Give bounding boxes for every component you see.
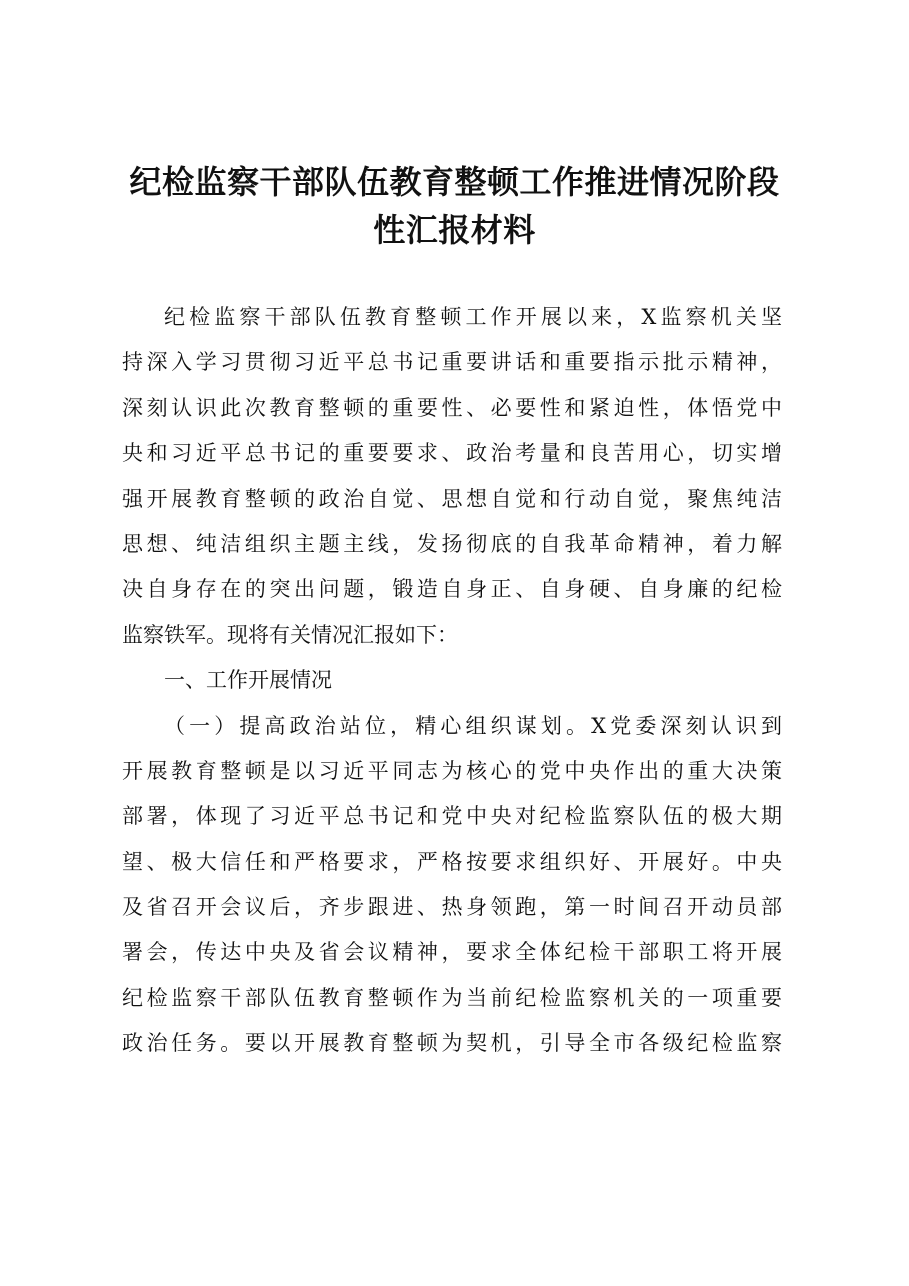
paragraph-line: 持深入学习贯彻习近平总书记重要讲话和重要指示批示精神， [122,350,782,375]
section-heading-text: 一、工作开展情况 [164,668,332,693]
title-line-1: 纪检监察干部队伍教育整顿工作推进情况阶段 [129,163,780,201]
paragraph-line: 部署，体现了习近平总书记和党中央对纪检监察队伍的极大期 [122,804,782,829]
paragraph-line: 政治任务。要以开展教育整顿为契机，引导全市各级纪检监察 [122,1031,782,1056]
paragraph-line: 强开展教育整顿的政治自觉、思想自觉和行动自觉，聚焦纯洁 [122,486,782,511]
paragraph-line: 纪检监察干部队伍教育整顿工作开展以来，X监察机关坚 [164,305,782,329]
paragraph-line: 决自身存在的突出问题，锻造自身正、自身硬、自身廉的纪检 [122,577,782,602]
title-line-2: 性汇报材料 [373,211,536,249]
subsection-paragraph [122,704,782,1067]
paragraph-line: 央和习近平总书记的重要要求、政治考量和良苦用心，切实增 [122,441,782,466]
section-heading [122,658,782,703]
paragraph-line: 望、极大信任和严格要求，严格按要求组织好、开展好。中央 [122,849,782,874]
document-body [122,295,782,1067]
intro-paragraph [122,295,782,658]
paragraph-line: 署会，传达中央及省会议精神，要求全体纪检干部职工将开展 [122,940,782,965]
paragraph-line: 纪检监察干部队伍教育整顿作为当前纪检监察机关的一项重要 [122,985,782,1010]
paragraph-line: （一）提高政治站位，精心组织谋划。X党委深刻认识到 [164,713,782,738]
paragraph-line: 思想、纯洁组织主题主线，发扬彻底的自我革命精神，着力解 [122,531,782,556]
document-title [110,158,799,254]
paragraph-line: 深刻认识此次教育整顿的重要性、必要性和紧迫性，体悟党中 [122,395,782,420]
paragraph-line: 监察铁军。现将有关情况汇报如下： [122,622,458,647]
paragraph-line: 开展教育整顿是以习近平同志为核心的党中央作出的重大决策 [122,758,782,783]
paragraph-line: 及省召开会议后，齐步跟进、热身领跑，第一时间召开动员部 [122,895,782,920]
